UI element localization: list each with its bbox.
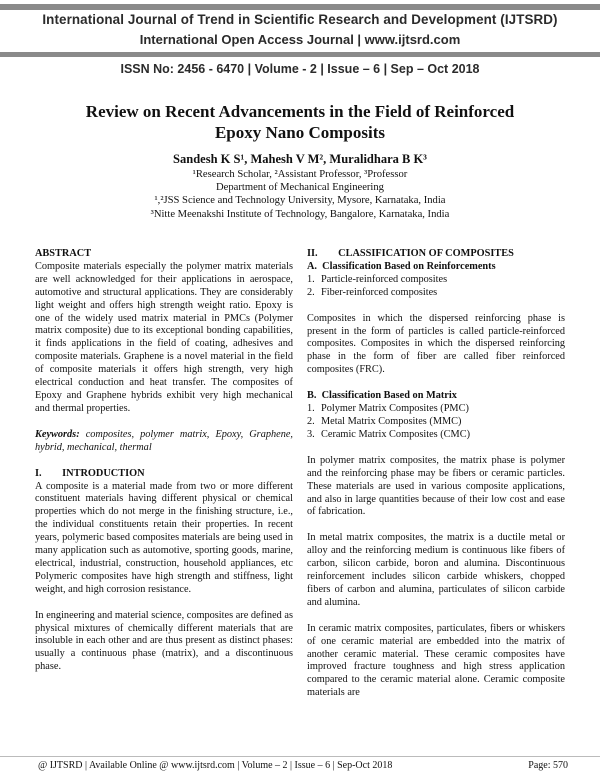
intro-paragraph: A composite is a material made from two or more different constituent materials having different physical or chemical properties which do not merge in the finishing structure, i.e., the individual constituents retain their properties. In recent years, polymeric based composites materials are being used in many application such as automotive, sporting goods, marine, electrical, industrial, construction, household appliances, etc Polymeric composites have high strength and stiffness, light weight, and high corrosion resistance. <box>35 480 293 595</box>
list-item: 1. Polymer Matrix Composites (PMC) <box>307 403 469 415</box>
paragraph: Composites in which the dispersed reinforcing phase is present in the form of particles is called particle-reinforced composites. Composites in which the dispersed reinforcing phase in the form of fiber are called fiber reinforced composites (FRC). <box>307 312 565 376</box>
intro-paragraph: In engineering and material science, composites are defined as physical mixtures of chemically different materials that are insoluble in each other and are thus present as distinct phases: usually a continuous phase (matrix), and a discontinuous phase. <box>35 609 293 673</box>
title-line: Review on Recent Advancements in the Field of Reinforced <box>85 102 515 121</box>
footer-citation: @ IJTSRD | Available Online @ www.ijtsrd.com | Volume – 2 | Issue – 6 | Sep-Oct 2018 <box>38 760 393 771</box>
right-column <box>307 248 565 700</box>
paragraph: In ceramic matrix composites, particulates, fibers or whiskers of one ceramic material are embedded into the matrix of another ceramic material. These ceramic composites have improved fracture toughness and high stress application compared to the ceramic material alone. Ceramic composite materials are <box>307 622 565 699</box>
list-item: 1. Particle-reinforced composites <box>307 273 448 285</box>
page-footer <box>0 756 600 777</box>
header-rule <box>0 52 600 57</box>
paper-title <box>0 101 600 143</box>
affiliation-line: ¹,²JSS Science and Technology University, Mysore, Karnataka, India <box>154 195 446 207</box>
affiliation-line: Department of Mechanical Engineering <box>216 182 384 194</box>
affiliations <box>0 168 600 221</box>
paragraph: In polymer matrix composites, the matrix phase is polymer and the reinforcing phase may be fibers or ceramic particles. These materials are used in various composite applications, and also in large quantities because of their low cost and ease of fabrication. <box>307 454 565 518</box>
header-rule <box>0 4 600 10</box>
title-line: Epoxy Nano Composits <box>214 123 386 142</box>
left-column <box>35 248 293 674</box>
classification-heading: II. CLASSIFICATION OF COMPOSITES <box>307 248 514 259</box>
list-item: 2. Metal Matrix Composites (MMC) <box>307 415 462 427</box>
keywords <box>35 429 293 455</box>
intro-heading: I. INTRODUCTION <box>35 467 145 479</box>
affiliation-line: ³Nitte Meenakshi Institute of Technology, Bangalore, Karnataka, India <box>150 208 450 220</box>
page-number: Page: 570 <box>528 760 568 771</box>
journal-name: International Journal of Trend in Scientific Research and Development (IJTSRD) <box>42 12 558 27</box>
abstract-text: Composite materials especially the polymer matrix materials are well acknowledged for their applications in aerospace, automotive and structural applications. They are considerably light weight and offers high strength weight ratio. Epoxy is one of the widely used matrix material in PMCs (Polymer matrix composite) due to its exceptional bonding capabilities, it finds applications in the field of coating, adhesives and composite materials. Graphene is a novel material in the field of composite materials it offers high strength, very high electrical conduction and heat transfer. The composites of Epoxy and Graphene hybrids exhibit very high mechanical and thermal properties. <box>35 260 293 414</box>
authors: Sandesh K S¹, Mahesh V M², Muralidhara B K³ <box>173 152 427 166</box>
journal-access: International Open Access Journal | www.ijtsrd.com <box>139 32 461 47</box>
affiliation-line: ¹Research Scholar, ²Assistant Professor, ³Professor <box>192 169 408 180</box>
abstract-heading: ABSTRACT <box>35 248 92 259</box>
keywords-label: Keywords: <box>35 428 80 440</box>
paragraph: In metal matrix composites, the matrix is a ductile metal or alloy and the reinforcing medium is continuous like fibers of carbon, silicon carbide, boron and alumina. Discontinuous reinforcement includes silicon carbide whiskers, chopped fibers of carbon and alumina, particulates of silicon carbide and alumina. <box>307 532 565 608</box>
issn-line: ISSN No: 2456 - 6470 | Volume - 2 | Issue – 6 | Sep – Oct 2018 <box>120 62 480 76</box>
list-item: 2. Fiber-reinforced composites <box>307 286 438 298</box>
subheading-reinforcements: A. Classification Based on Reinforcements <box>307 260 496 272</box>
subheading-matrix: B. Classification Based on Matrix <box>307 390 457 402</box>
journal-header <box>0 0 600 82</box>
list-item: 3. Ceramic Matrix Composites (CMC) <box>307 428 471 440</box>
keywords-text: composites, polymer matrix, Epoxy, Graphene, hybrid, mechanical, thermal <box>35 428 293 453</box>
